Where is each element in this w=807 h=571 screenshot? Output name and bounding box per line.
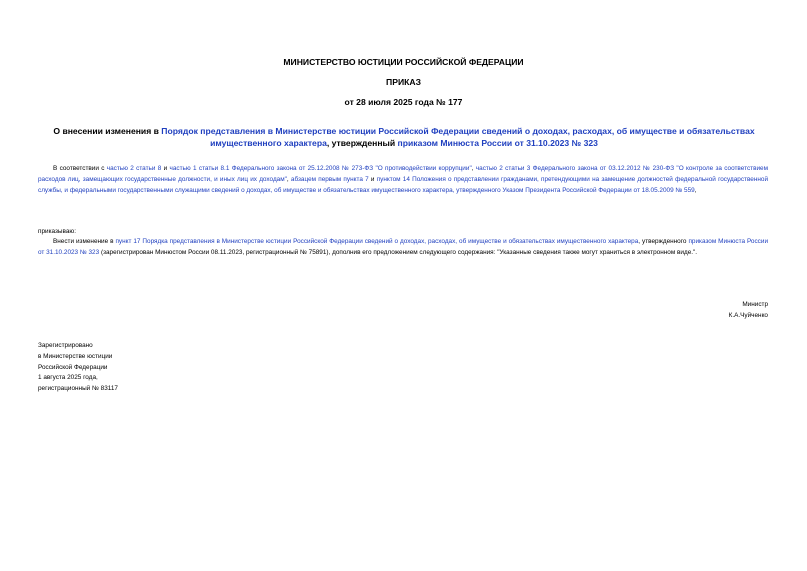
document-type-heading: ПРИКАЗ xyxy=(386,77,421,87)
title-link-procedure[interactable]: Порядок представления в Министерстве юстиции Российской Федерации сведений о доходах, расходах, об имуществе и обязательствах имущественного характера xyxy=(161,126,755,148)
text-fragment: Внести изменение в xyxy=(53,238,116,245)
title-prefix: О внесении изменения в xyxy=(53,126,162,136)
title-middle: , утвержденный xyxy=(326,138,398,148)
link-law-273[interactable]: частью 1 статьи 8.1 Федерального закона от 25.12.2008 № 273-ФЗ "О противодействии коррупции" xyxy=(169,165,472,172)
text-fragment: и xyxy=(368,175,377,183)
registration-line: в Министерстве юстиции xyxy=(38,352,113,360)
link-law-230[interactable]: частью 2 статьи 3 Федерального закона от 03.12.2012 № 230-ФЗ "О контроле за соответствием расходов лиц, замещающих государственные должности, и иных лиц их доходам" xyxy=(38,165,768,183)
registration-date: 1 августа 2025 года, xyxy=(38,374,98,382)
text-fragment: , xyxy=(286,175,291,183)
order-word: приказываю: xyxy=(38,228,76,235)
link-order-323[interactable]: приказом Минюста России от 31.10.2023 № 323 xyxy=(38,238,769,256)
link-decree-559[interactable]: пунктом 14 Положения о представлении гражданами, претендующими на замещение должностей федеральной государственной службы, и федеральными государственными служащими сведений о доходах, об имуществе и обязательствах имущественного характера, утвержденного Указом Президента Российской Федерации от 18.05.2009 № 559 xyxy=(38,175,769,194)
registration-number: регистрационный № 83117 xyxy=(38,385,118,393)
text-fragment: В соответствии с xyxy=(53,165,107,172)
document-title xyxy=(34,125,774,149)
signature-block xyxy=(568,299,768,321)
link-paragraph-7[interactable]: абзацем первым пункта 7 xyxy=(290,175,369,183)
text-fragment: , утвержденного xyxy=(638,238,689,245)
text-fragment: , xyxy=(471,165,476,172)
text-fragment: и xyxy=(161,165,170,172)
text-fragment: , xyxy=(694,186,697,194)
text-fragment: (зарегистрирован Минюстом России 08.11.2023, регистрационный № 75891), дополнив его предложением следующего содержания: "Указанные сведения также могут храниться в электронном виде.". xyxy=(99,248,698,256)
link-point-17[interactable]: пункт 17 Порядка представления в Министерстве юстиции Российской Федерации сведений о доходах, расходах, об имуществе и обязательствах имущественного характера xyxy=(115,238,639,245)
registration-line: Российской Федерации xyxy=(38,363,108,371)
preamble-paragraph xyxy=(38,164,768,196)
ministry-heading: МИНИСТЕРСТВО ЮСТИЦИИ РОССИЙСКОЙ ФЕДЕРАЦИИ xyxy=(283,57,524,67)
document-date-number: от 28 июля 2025 года № 177 xyxy=(344,97,463,107)
amendment-paragraph xyxy=(38,237,768,259)
signatory-position: Министр xyxy=(742,301,768,308)
registration-block xyxy=(38,341,118,395)
link-part2-art8[interactable]: частью 2 статьи 8 xyxy=(106,165,162,172)
title-link-order[interactable]: приказом Минюста России от 31.10.2023 № 323 xyxy=(397,138,598,148)
registration-line: Зарегистрировано xyxy=(38,342,93,349)
signatory-name: К.А.Чуйченко xyxy=(728,312,768,319)
